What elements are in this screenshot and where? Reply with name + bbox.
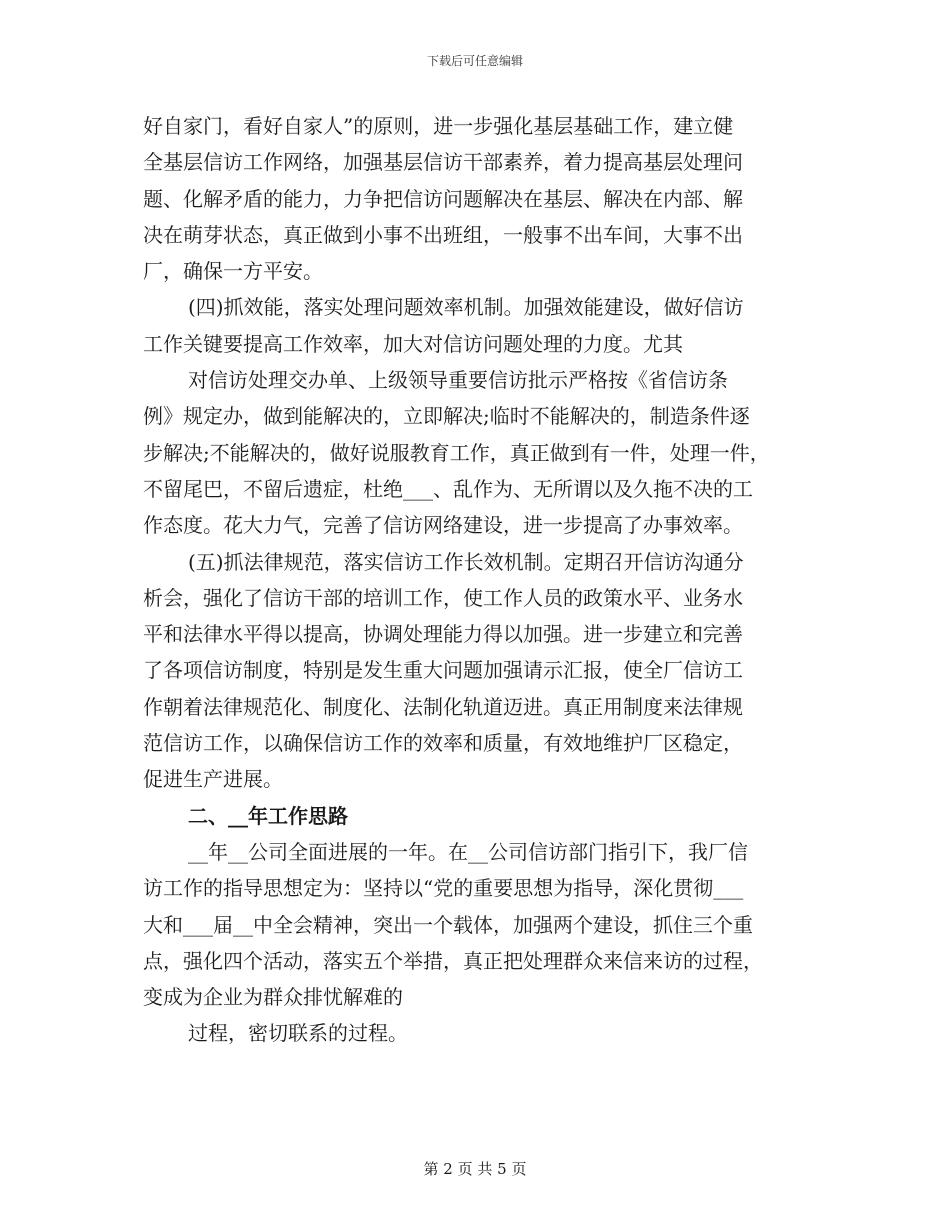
- body-line: 好自家门，看好自家人”的原则，进一步强化基层基础工作，建立健: [143, 114, 734, 138]
- body-line: 析会，强化了信访干部的培训工作，使工作人员的政策水平、业务水: [143, 585, 743, 610]
- body-line: 范信访工作，以确保信访工作的效率和质量，有效地维护厂区稳定，: [143, 731, 743, 756]
- section-five-heading-line: (五)抓法律规范，落实信访工作长效机制。定期召开信访沟通分: [188, 549, 744, 574]
- body-line: 对信访处理交办单、上级领导重要信访批示严格按《省信访条: [188, 368, 728, 393]
- body-line: 促进生产进展。: [143, 767, 283, 792]
- document-body: [143, 108, 813, 1052]
- body-line: 例》规定办，做到能解决的，立即解决;临时不能解决的，制造条件逐: [143, 404, 750, 429]
- body-line: 决在萌芽状态，真正做到小事不出班组，一般事不出车间，大事不出: [143, 222, 743, 247]
- body-line: 平和法律水平得以提高，协调处理能力得以加强。进一步建立和完善: [143, 622, 743, 647]
- section-four-heading-line: (四)抓效能，落实处理问题效率机制。加强效能建设，做好信访: [188, 295, 744, 320]
- section-heading: 二、__年工作思路: [188, 803, 348, 828]
- body-line: 作朝着法律规范化、制度化、法制化轨道迈进。真正用制度来法律规: [143, 694, 743, 719]
- body-line: 全基层信访工作网络，加强基层信访干部素养，着力提高基层处理问: [143, 150, 743, 175]
- body-line: 大和___届__中全会精神，突出一个载体，加强两个建设，抓住三个重: [143, 912, 753, 937]
- body-line: 变成为企业为群众排忧解难的: [143, 985, 403, 1010]
- body-line: 不留尾巴，不留后遗症，杜绝___、乱作为、无所谓以及久拖不决的工: [143, 476, 753, 501]
- body-line: 厂，确保一方平安。: [143, 259, 323, 284]
- body-line: 题、化解矛盾的能力，力争把信访问题解决在基层、解决在内部、解: [143, 186, 743, 211]
- body-line: 访工作的指导思想定为：坚持以“党的重要思想为指导，深化贯彻___: [143, 876, 744, 901]
- body-line: 步解决;不能解决的，做好说服教育工作，真正做到有一件，处理一件，: [143, 440, 770, 465]
- body-line: 作态度。花大力气，完善了信访网络建设，进一步提高了办事效率。: [143, 513, 743, 538]
- page-footer: 第 2 页 共 5 页: [423, 1160, 527, 1178]
- body-line: 了各项信访制度，特别是发生重大问题加强请示汇报，使全厂信访工: [143, 658, 743, 683]
- body-line: 点，强化四个活动，落实五个举措，真正把处理群众来信来访的过程，: [143, 948, 763, 973]
- body-line: 工作关键要提高工作效率，加大对信访问题处理的力度。尤其: [143, 331, 683, 356]
- page-header: 下载后可任意编辑: [426, 54, 523, 68]
- body-line: 过程，密切联系的过程。: [188, 1021, 408, 1046]
- body-line: __年__公司全面进展的一年。在__公司信访部门指引下，我厂信: [188, 839, 748, 864]
